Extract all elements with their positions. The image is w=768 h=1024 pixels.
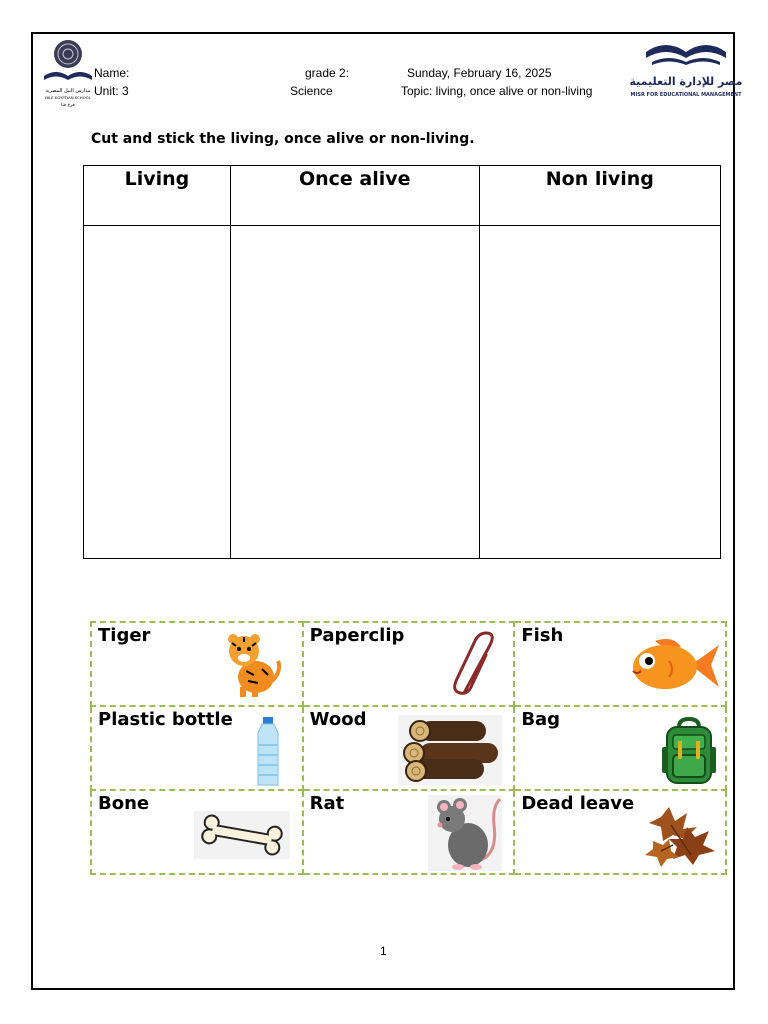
card-paperclip[interactable] — [303, 622, 515, 706]
column-once-alive: Once alive — [230, 166, 479, 226]
svg-text:مصر للإدارة التعليمية: مصر للإدارة التعليمية — [629, 75, 743, 88]
card-plastic-bottle[interactable] — [91, 706, 303, 790]
card-tiger[interactable] — [91, 622, 303, 706]
instruction-text: Cut and stick the living, once alive or non-living. — [91, 131, 475, 147]
drop-area-once-alive[interactable] — [230, 226, 479, 559]
date-label: Sunday, February 16, 2025 — [407, 66, 552, 80]
card-dead-leave[interactable] — [514, 790, 726, 874]
school-logo — [40, 40, 98, 118]
card-label: Bag — [521, 709, 561, 730]
tiger-icon — [222, 631, 282, 697]
drop-area-living[interactable] — [84, 226, 231, 559]
svg-text:NILE EGYPTIAN SCHOOL: NILE EGYPTIAN SCHOOL — [45, 95, 91, 100]
page-number: 1 — [380, 944, 387, 958]
backpack-icon — [661, 717, 717, 785]
column-non-living: Non living — [479, 166, 720, 226]
card-bag[interactable] — [514, 706, 726, 790]
name-label: Name: — [94, 66, 130, 80]
card-label: Paperclip — [309, 625, 405, 646]
topic-label: Topic: living, once alive or non-living — [401, 84, 593, 98]
card-rat[interactable] — [303, 790, 515, 874]
card-label: Wood — [309, 709, 367, 730]
subject-label: Science — [290, 84, 333, 98]
grade-label: grade 2: — [305, 66, 350, 80]
dead-leaves-icon — [643, 801, 717, 867]
bone-icon — [194, 811, 290, 859]
card-fish[interactable] — [514, 622, 726, 706]
plastic-bottle-icon — [252, 717, 284, 787]
card-label: Bone — [98, 793, 150, 814]
paperclip-icon — [450, 631, 500, 699]
card-label: Plastic bottle — [98, 709, 233, 730]
card-label: Rat — [309, 793, 345, 814]
drop-area-non-living[interactable] — [479, 226, 720, 559]
card-label: Tiger — [98, 625, 151, 646]
wood-logs-icon — [398, 715, 502, 785]
fish-icon — [625, 635, 721, 695]
svg-text:فرع قنا: فرع قنا — [61, 103, 75, 108]
unit-label: Unit: 3 — [94, 84, 129, 98]
svg-text:مدارس النيل المصرية: مدارس النيل المصرية — [45, 88, 91, 94]
cut-out-cards — [90, 621, 727, 875]
card-label: Fish — [521, 625, 564, 646]
card-label: Dead leave — [521, 793, 635, 814]
card-bone[interactable] — [91, 790, 303, 874]
sorting-table — [83, 165, 721, 559]
column-living: Living — [84, 166, 231, 226]
card-wood[interactable] — [303, 706, 515, 790]
svg-text:MISR FOR EDUCATIONAL MANAGEMEN: MISR FOR EDUCATIONAL MANAGEMENT — [630, 92, 742, 98]
org-logo — [629, 38, 743, 102]
rat-icon — [428, 795, 502, 871]
